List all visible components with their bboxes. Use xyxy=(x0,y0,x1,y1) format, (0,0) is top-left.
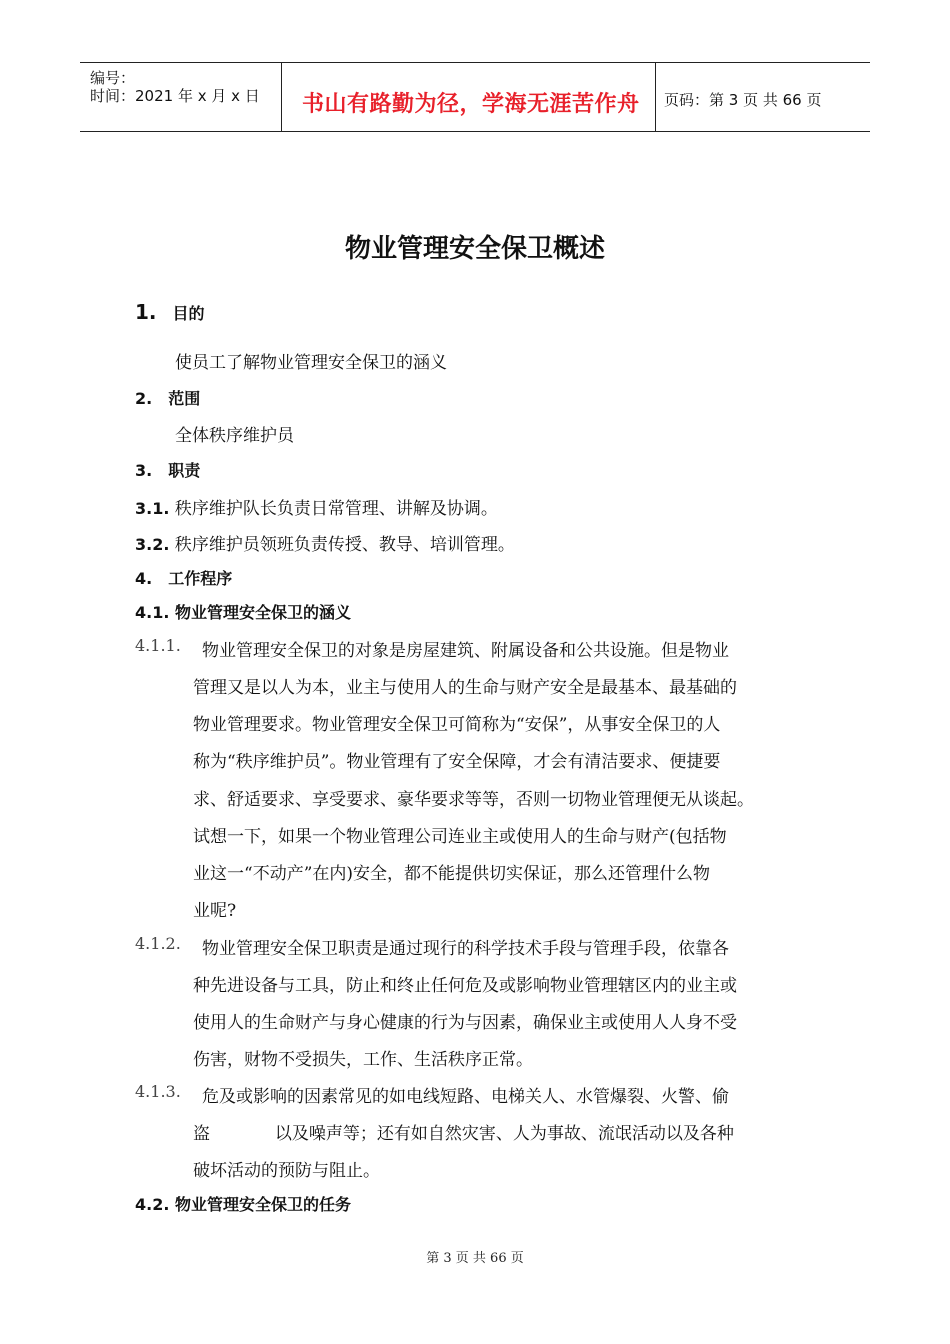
paragraph-line: 业这一“不动产”在内)安全，都不能提供切实保证，那么还管理什么物 xyxy=(193,864,711,884)
paragraph-line: 称为“秩序维护员”。物业管理有了安全保障，才会有清洁要求、便捷要 xyxy=(193,752,721,772)
paragraph-number: 4.1.2. xyxy=(135,934,181,953)
paragraph-number: 4.1.3. xyxy=(135,1082,181,1101)
subsection-4-2-heading: 4.2. 物业管理安全保卫的任务 xyxy=(135,1195,351,1214)
duty-item xyxy=(135,494,498,519)
paragraph-line: 物业管理要求。物业管理安全保卫可简称为“安保”，从事安全保卫的人 xyxy=(193,715,721,735)
paragraph-line: 管理又是以人为本，业主与使用人的生命与财产安全是最基本、最基础的 xyxy=(193,678,737,698)
paragraph-line: 业呢? xyxy=(193,901,237,921)
section-2-text: 全体秩序维护员 xyxy=(175,426,294,446)
paragraph-line: 使用人的生命财产与身心健康的行为与因素，确保业主或使用人人身不受 xyxy=(193,1013,737,1033)
header-meta-cell xyxy=(80,63,280,131)
number-label: 编号： xyxy=(90,69,136,87)
section-label: 职责 xyxy=(168,461,201,480)
paragraph-line: 试想一下，如果一个物业管理公司连业主或使用人的生命与财产(包括物 xyxy=(193,827,727,847)
section-number: 4. xyxy=(135,569,153,588)
duty-item xyxy=(135,530,515,555)
time-label: 时间：2021 年 x 月 x 日 xyxy=(90,87,260,105)
section-3-heading xyxy=(135,458,200,481)
motto: 书山有路勤为径，学海无涯苦作舟 xyxy=(302,92,640,117)
section-number: 2. xyxy=(135,389,153,408)
paragraph-line: 物业管理安全保卫职责是通过现行的科学技术手段与管理手段，依靠各 xyxy=(202,939,729,959)
paragraph-line: 破坏活动的预防与阻止。 xyxy=(193,1161,380,1181)
item-number: 3.2. xyxy=(135,535,170,554)
paragraph-line: 物业管理安全保卫的对象是房屋建筑、附属设备和公共设施。但是物业 xyxy=(202,641,729,661)
section-number: 3. xyxy=(135,461,153,480)
paragraph-line: 盗 以及噪声等；还有如自然灾害、人为事故、流氓活动以及各种 xyxy=(193,1124,734,1144)
section-number: 1. xyxy=(135,300,157,324)
subsection-4-1-heading: 4.1. 物业管理安全保卫的涵义 xyxy=(135,603,351,622)
item-text: 秩序维护队长负责日常管理、讲解及协调。 xyxy=(174,499,498,519)
section-1-text: 使员工了解物业管理安全保卫的涵义 xyxy=(175,353,447,373)
page-footer: 第 3 页 共 66 页 xyxy=(426,1251,524,1266)
document-header xyxy=(80,62,870,132)
paragraph-line: 伤害，财物不受损失，工作、生活秩序正常。 xyxy=(193,1050,533,1070)
section-2-heading xyxy=(135,386,200,409)
header-page-cell xyxy=(655,63,870,131)
section-4-heading xyxy=(135,566,232,589)
section-label: 工作程序 xyxy=(168,569,233,588)
paragraph-line: 求、舒适要求、享受要求、豪华要求等等，否则一切物业管理便无从谈起。 xyxy=(193,790,754,810)
paragraph-line: 种先进设备与工具，防止和终止任何危及或影响物业管理辖区内的业主或 xyxy=(193,976,737,996)
page-title: 物业管理安全保卫概述 xyxy=(344,234,605,264)
section-1-heading xyxy=(135,300,205,324)
page-label: 页码：第 3 页 共 66 页 xyxy=(664,91,822,109)
paragraph-number: 4.1.1. xyxy=(135,636,181,655)
section-label: 范围 xyxy=(168,389,201,408)
header-motto-cell xyxy=(281,63,656,131)
item-text: 秩序维护员领班负责传授、教导、培训管理。 xyxy=(174,535,515,555)
item-number: 3.1. xyxy=(135,499,170,518)
section-label: 目的 xyxy=(172,304,205,323)
paragraph-line: 危及或影响的因素常见的如电线短路、电梯关人、水管爆裂、火警、偷 xyxy=(202,1087,729,1107)
